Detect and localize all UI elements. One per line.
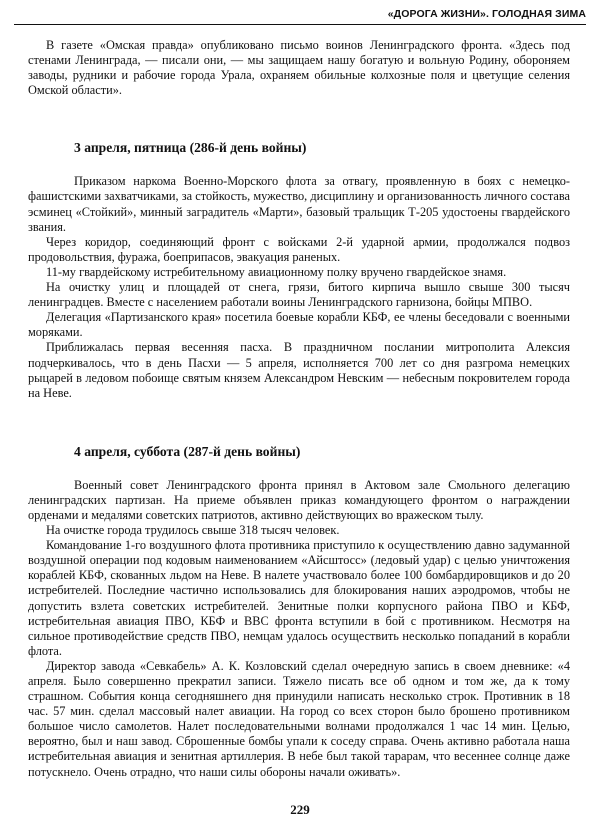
section-heading-april-4: 4 апреля, суббота (287-й день войны) <box>74 443 301 459</box>
header-rule <box>14 24 586 25</box>
paragraph: Приближалась первая весенняя пасха. В праздничном послании митрополита Алексия подчеркивалось, что в день Пасхи — 5 апреля, исполняется 700 лет со дня разгрома немецких рыцарей в ледовом побоище святым князем Александром Невским — небесным покровителем города на Неве. <box>28 340 570 400</box>
paragraph: Директор завода «Севкабель» А. К. Козловский сделал очередную запись в своем дневнике: «4 апреля. Было совершенно прекратил записи. Тяжело писать все об одном и том же, да к тому страшном. События конца сегодняшнего дня принудили написать несколько строк. Противник в 18 час. 57 мин. сделал массовый налет авиации. На город со всех сторон было брошено противником большое число самолетов. Налет последовательными волнами продолжался 1 час 14 мин. Целью, вероятно, был и наш завод. Сброшенные бомбы упали к соседу справа. Очень активно работала наша истребительная авиация и зенитная артиллерия. В небе был такой тарарам, что весеннее солнце даже потускнело. Очень отрадно, что наши силы обороны начали оживать». <box>28 658 570 779</box>
paragraph: Через коридор, соединяющий фронт с войсками 2-й ударной армии, продолжался подвоз продовольствия, фуража, боеприпасов, эвакуация раненых. <box>28 234 570 264</box>
section-heading-april-3: 3 апреля, пятница (286-й день войны) <box>74 140 307 156</box>
paragraph: 11-му гвардейскому истребительному авиационному полку вручено гвардейское знамя. <box>46 264 507 279</box>
paragraph: На очистке города трудилось свыше 318 тысяч человек. <box>46 523 340 538</box>
paragraph: На очистку улиц и площадей от снега, грязи, битого кирпича вышло свыше 300 тысяч ленинградцев. Вместе с населением работали воины Ленинградского гарнизона, бойцы МПВО. <box>28 280 570 310</box>
intro-paragraph: В газете «Омская правда» опубликовано письмо воинов Ленинградского фронта. «Здесь под стенами Ленинграда, — писали они, — мы защищаем нашу богатую и вольную Родину, обороняем заводы, рудники и рабочие города Урала, охраняем обильные колхозные поля и цветущие селения Омской области». <box>28 38 570 98</box>
paragraph: Делегация «Партизанского края» посетила боевые корабли КБФ, ее члены беседовали с военными моряками. <box>28 310 570 340</box>
paragraph: Командование 1-го воздушного флота противника приступило к осуществлению давно задуманной воздушной операции под кодовым наименованием «Айсштосс» (ледовый удар) с целью уничтожения кораблей КБФ, скованных льдом на Неве. В налете участвовало более 100 бомбардировщиков и до 20 истребителей. Последние частично использовались для блокирования наших аэродромов, чтобы не допустить взлета советских истребителей. Зенитные полки корпусного района ПВО и КБФ, истребительная авиация ПВО, КБФ и ВВС фронта вступили в бой с противником. Несмотря на сильное противодействие средств ПВО, немцам удалось осуществить несколько попаданий в корабли флота. <box>28 538 570 658</box>
paragraph: Военный совет Ленинградского фронта принял в Актовом зале Смольного делегацию ленинградских партизан. На приеме объявлен приказ командующего фронтом о награждении орденами и медалями советских патриотов, активно действующих во вражеском тылу. <box>28 477 570 522</box>
page-number: 229 <box>290 802 310 817</box>
page-body <box>28 38 570 780</box>
running-head: «ДОРОГА ЖИЗНИ». ГОЛОДНАЯ ЗИМА <box>387 8 586 20</box>
paragraph: Приказом наркома Военно-Морского флота за отвагу, проявленную в боях с немецко-фашистскими захватчиками, за стойкость, мужество, дисциплину и организованность личного состава эсминец «Стойкий», минный заградитель «Марти», базовый тральщик Т-205 удостоены гвардейского звания. <box>28 174 570 234</box>
